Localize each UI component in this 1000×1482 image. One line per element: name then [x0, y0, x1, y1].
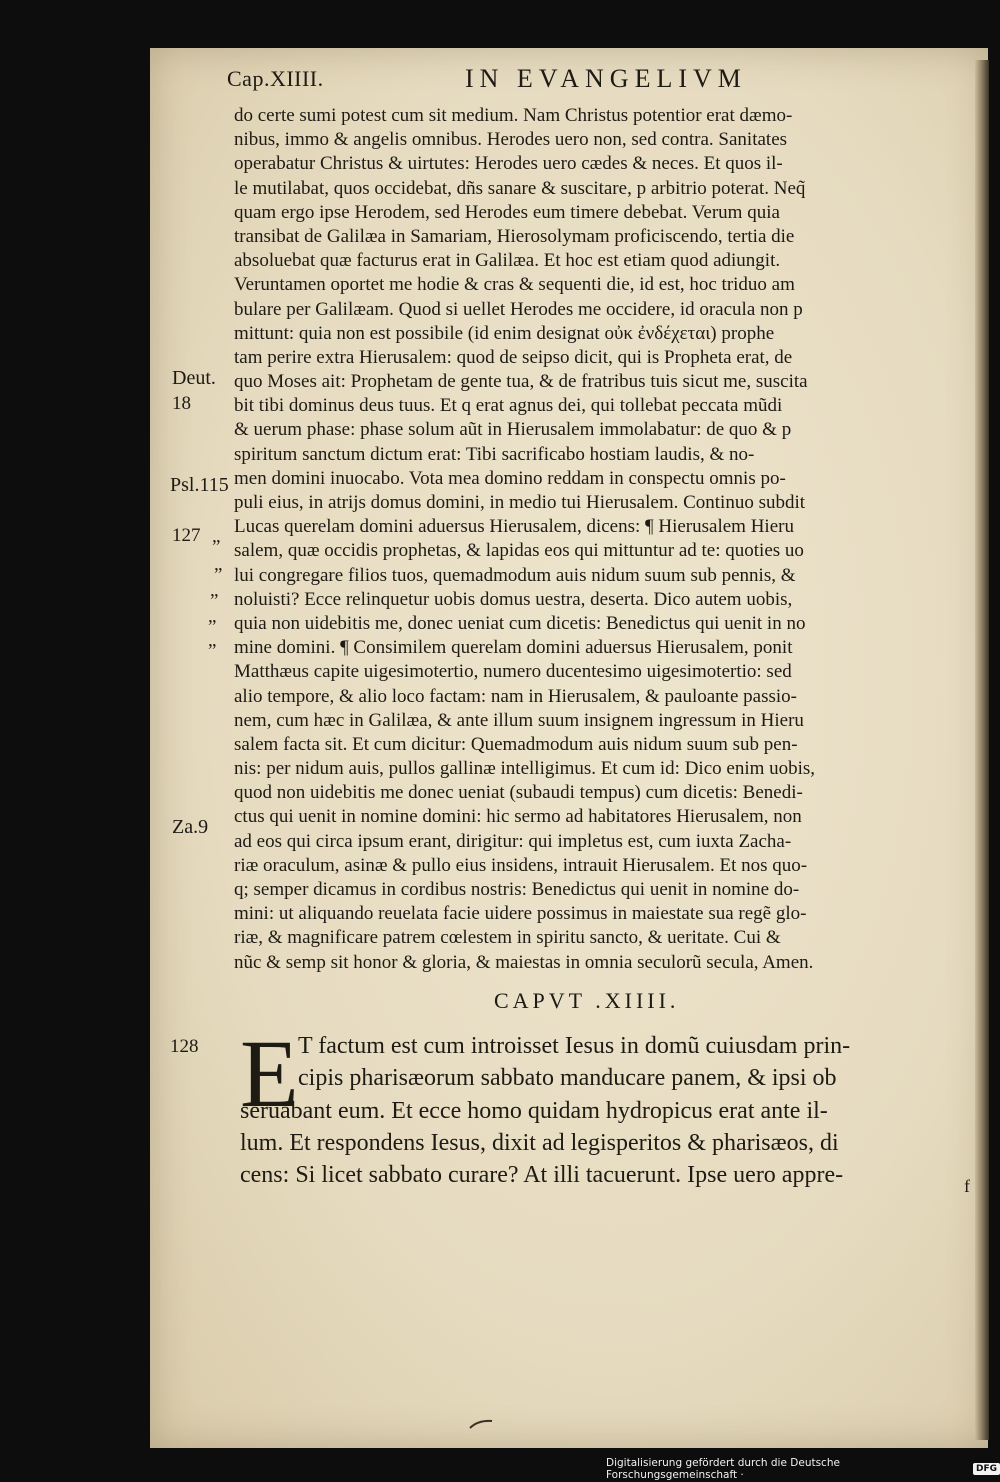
quote-mark: „: [214, 554, 223, 575]
text-line: Veruntamen oportet me hodie & cras & sequenti die, id est, hoc triduo am: [234, 274, 795, 296]
dfg-logo: DFG: [973, 1463, 1000, 1475]
commentary-text-block: [234, 104, 964, 975]
text-line: bulare per Galilæam. Quod si uellet Herodes me occidere, id oracula non p: [234, 298, 803, 320]
running-title: IN EVANGELIVM: [465, 64, 747, 93]
ink-blot-mark: [468, 1418, 494, 1430]
quote-mark: „: [208, 606, 217, 627]
text-line: Matthæus capite uigesimotertio, numero ducentesimo uigesimotertio: sed: [234, 661, 792, 683]
text-line: noluisti? Ecce relinquetur uobis domus uestra, deserta. Dico autem uobis,: [234, 588, 793, 610]
digitization-footer: [606, 1459, 1000, 1479]
text-line: riæ, & magnificare patrem cœlestem in spiritu sancto, & ueritate. Cui &: [234, 927, 781, 949]
footer-credit: Digitalisierung gefördert durch die Deutsche Forschungsgemeinschaft ·: [606, 1457, 840, 1481]
margin-note-psalm: Psl.115: [170, 474, 229, 496]
text-line: absoluebat quæ facturus erat in Galilæa. Et hoc est etiam quod adiungit.: [234, 250, 781, 272]
chapter-text-line: cipis pharisæorum sabbato manducare panem, & ipsi ob: [298, 1065, 837, 1092]
margin-note-deut: Deut.: [172, 367, 216, 389]
text-line: le mutilabat, quos occidebat, dñs sanare & suscitare, p arbitrio poterat. Neq̃: [234, 177, 806, 199]
margin-note-deut-number: 18: [172, 393, 191, 414]
chapter-text-line: T factum est cum introisset Iesus in domũ cuiusdam prin-: [298, 1033, 851, 1059]
text-line: alio tempore, & alio loco factam: nam in Hierusalem, & pauloante passio-: [234, 685, 797, 707]
text-line: tam perire extra Hierusalem: quod de seipso dicit, qui is Propheta erat, de: [234, 346, 793, 368]
chapter-text-line: seruabant eum. Et ecce homo quidam hydropicus erat ante il-: [240, 1097, 828, 1124]
text-line: q; semper dicamus in cordibus nostris: Benedictus qui uenit in nomine do-: [234, 879, 800, 900]
margin-note-psalm-number: 127: [172, 525, 201, 546]
text-line: spiritum sanctum dictum erat: Tibi sacrificabo hostiam laudis, & no-: [234, 443, 755, 465]
text-line: quod non uidebitis me donec ueniat (subaudi tempus) cum dicetis: Benedi-: [234, 782, 803, 804]
drop-cap-initial: E: [240, 1020, 299, 1127]
text-line: nibus, immo & angelis omnibus. Herodes uero non, sed contra. Sanitates: [234, 129, 788, 151]
chapter-text-line: lum. Et respondens Iesus, dixit ad legisperitos & pharisæos, di: [240, 1129, 839, 1156]
quote-mark: „: [210, 580, 219, 601]
text-line: ad eos qui circa ipsum erant, dirigitur: qui impletus est, cum iuxta Zacha-: [234, 830, 792, 852]
text-line: transibat de Galilæa in Samariam, Hierosolymam proficiscendo, tertia die: [234, 225, 795, 247]
text-line: & uerum phase: phase solum aũt in Hierusalem immolabatur: de quo & p: [234, 419, 792, 441]
signature-mark: f: [964, 1176, 970, 1196]
text-line: salem facta sit. Et cum dicitur: Quemadmodum auis nidum suum sub pen-: [234, 733, 798, 755]
text-line: nũc & semp sit honor & gloria, & maiestas in omnia seculorũ secula, Amen.: [234, 951, 814, 973]
text-line: mini: ut aliquando reuelata facie uidere possimus in maiestate sua regẽ glo-: [234, 903, 807, 925]
text-line: mittunt: quia non est possibile (id enim designat οὐκ ἐνδέχεται) prophe: [234, 322, 775, 344]
text-line: ctus qui uenit in nomine domini: hic sermo ad habitatores Hierusalem, non: [234, 806, 802, 828]
text-line: riæ oraculum, asinæ & pullo eius insidens, intrauit Hierusalem. Et nos quo-: [234, 854, 808, 876]
text-line: do certe sumi potest cum sit medium. Nam Christus potentior erat dæmo-: [234, 105, 793, 126]
gospel-text-block: [240, 1030, 970, 1191]
chapter-text-line: cens: Si licet sabbato curare? At illi tacuerunt. Ipse uero appre-: [240, 1162, 844, 1189]
text-line: nem, cum hæc in Galilæa, & ante illum suum insignem ingressum in Hieru: [234, 709, 804, 731]
text-line: quia non uidebitis me, donec ueniat cum dicetis: Benedictus qui uenit in no: [234, 612, 806, 634]
margin-note-section-number: 128: [170, 1036, 199, 1057]
chapter-heading: CAPVT .XIIII.: [494, 988, 680, 1013]
text-line: Lucas querelam domini aduersus Hierusalem, dicens: ¶ Hierusalem Hieru: [234, 516, 794, 538]
text-line: nis: per nidum auis, pullos gallinæ intelligimus. Et cum id: Dico enim uobis,: [234, 758, 816, 780]
text-line: quam ergo ipse Herodem, sed Herodes eum timere debebat. Verum quia: [234, 201, 780, 223]
text-line: men domini inuocabo. Vota mea domino reddam in conspectu omnis po-: [234, 467, 786, 489]
chapter-label: Cap.XIIII.: [227, 66, 324, 91]
text-line: lui congregare filios tuos, quemadmodum auis nidum suum sub pennis, &: [234, 564, 796, 586]
margin-note-zacharia: Za.9: [172, 816, 209, 838]
quote-mark: „: [208, 630, 217, 651]
text-line: operabatur Christus & uirtutes: Herodes uero cædes & neces. Et quos il-: [234, 153, 783, 175]
text-line: bit tibi dominus deus tuus. Et q erat agnus dei, qui tollebat peccata mũdi: [234, 395, 783, 417]
text-line: puli eius, in atrijs domus domini, in medio tui Hierusalem. Continuo subdit: [234, 492, 806, 513]
book-spine-edge: [975, 60, 989, 1440]
quote-mark: „: [212, 526, 221, 547]
text-line: salem, quæ occidis prophetas, & lapidas eos qui mittuntur ad te: quoties uo: [234, 540, 804, 562]
text-line: mine domini. ¶ Consimilem querelam domini aduersus Hierusalem, ponit: [234, 637, 793, 659]
running-head: [227, 66, 847, 102]
text-line: quo Moses ait: Prophetam de gente tua, & de fratribus tuis sicut me, suscita: [234, 371, 808, 393]
